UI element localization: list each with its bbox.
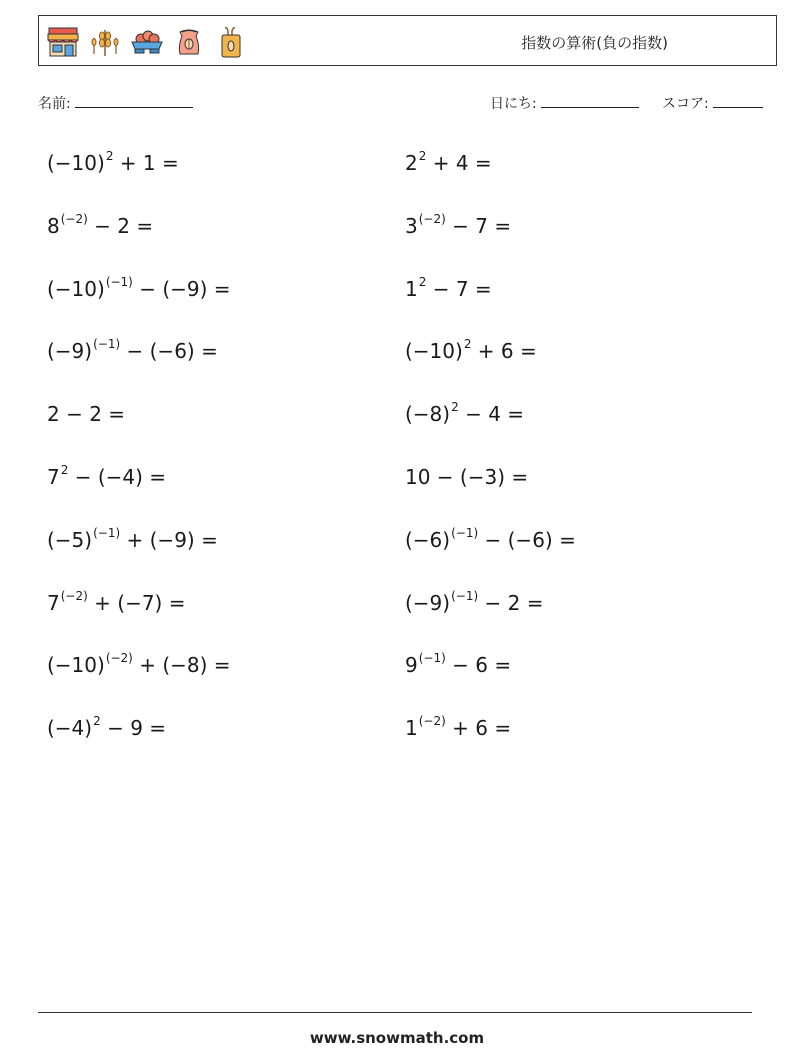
problem: $3^{(-2)} - 7$ = [405,211,512,238]
bread-bag-icon [213,24,249,60]
score-field [662,93,763,113]
problem-row [47,583,767,646]
problem: $2^2 + 4$ = [405,149,492,175]
date-field [490,93,639,113]
problem: $7^2 - (-4)$ = [47,462,167,489]
problem: $9^{(-1)} - 6$ = [405,651,512,678]
problem-row [47,394,767,457]
problem-grid [47,143,767,771]
date-label: 日にち: [490,96,537,112]
problem: $(-6)^{(-1)} - (-6)$ = [405,525,576,552]
problem-row [47,520,767,583]
problem: $(-9)^{(-1)} - 2$ = [405,588,544,615]
worksheet-header [38,15,777,66]
score-line[interactable] [713,93,763,108]
problem: $(-5)^{(-1)} + (-9)$ = [47,525,218,552]
problem: $(-10)^{(-1)} - (-9)$ = [47,274,231,301]
problem-row [47,457,767,520]
problem: $(-10)^2 + 1$ = [47,149,179,175]
problem-row [47,206,767,269]
score-label: スコア: [662,96,709,112]
problem-row [47,143,767,206]
name-line[interactable] [75,93,193,108]
problem: $(-10)^2 + 6$ = [405,337,537,364]
problem: $1^2 - 7$ = [405,274,492,301]
header-icons [45,22,249,62]
name-label: 名前: [38,96,71,112]
problem: $7^{(-2)} + (-7)$ = [47,588,186,615]
problem: 2 − 2 = [47,402,126,427]
problem-row [47,708,767,771]
date-line[interactable] [541,93,639,108]
problem: $8^{(-2)} - 2$ = [47,211,154,238]
footer-divider [38,1012,752,1013]
problem: $(-4)^2 - 9$ = [47,714,167,741]
problem: 10 − (−3) = [405,464,529,489]
name-field [38,93,193,113]
problem: $(-8)^2 - 4$ = [405,400,525,427]
problem: $(-10)^{(-2)} + (-8)$ = [47,651,231,678]
grain-bowl-icon [129,24,165,60]
problem-row [47,269,767,332]
flour-sack-icon [171,24,207,60]
wheat-icon [87,24,123,60]
shop-icon [45,24,81,60]
footer-url[interactable]: www.snowmath.com [309,1029,485,1047]
problem: $1^{(-2)} + 6$ = [405,714,512,741]
problem-row [47,645,767,708]
worksheet-title: 指数の算術(負の指数) [521,34,668,52]
problem: $(-9)^{(-1)} - (-6)$ = [47,337,218,364]
problem-row [47,331,767,394]
